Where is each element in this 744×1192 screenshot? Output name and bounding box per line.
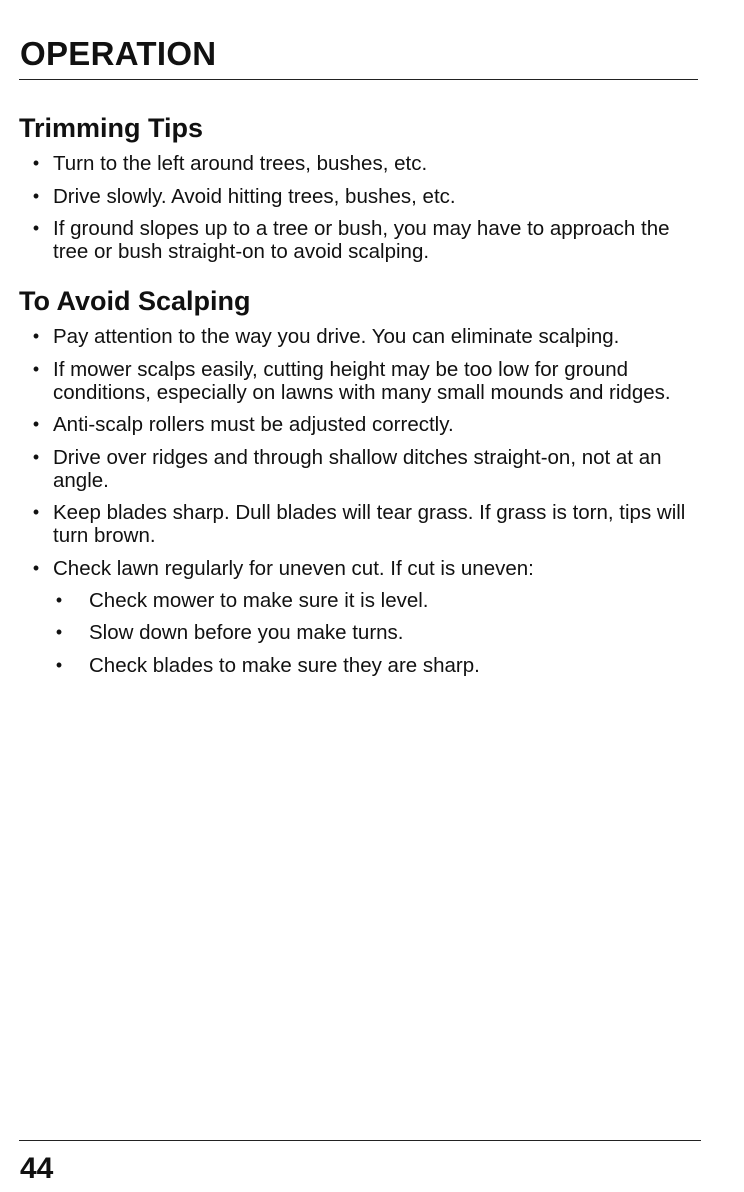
bullet-icon: • — [55, 589, 63, 610]
sub-list-item — [53, 654, 700, 677]
list-item — [30, 185, 700, 208]
list-item — [30, 152, 700, 175]
list-item-text: If mower scalps easily, cutting height may be too low for ground conditions, especially on lawns with many small mounds and ridges. — [53, 357, 671, 404]
list-item — [30, 325, 700, 348]
sub-list-item-text: Check blades to make sure they are sharp. — [89, 653, 480, 677]
bullet-icon: • — [32, 218, 40, 238]
bullet-icon: • — [55, 622, 63, 642]
list-item — [30, 413, 700, 436]
page-number: 44 — [20, 1152, 54, 1185]
section-heading-trimming-tips: Trimming Tips — [19, 113, 204, 143]
list-item-text: Drive over ridges and through shallow ditches straight-on, not at an angle. — [53, 445, 662, 492]
bullet-icon: • — [32, 185, 40, 206]
avoid-scalping-list — [30, 325, 700, 686]
sub-list-item-text: Check mower to make sure it is level. — [89, 588, 429, 612]
uneven-cut-sublist — [53, 589, 700, 677]
bullet-icon: • — [32, 557, 40, 578]
list-item-text: If ground slopes up to a tree or bush, you may have to approach the tree or bush straight-on to avoid scalping. — [53, 217, 670, 263]
bullet-icon: • — [55, 654, 63, 675]
list-item — [30, 557, 700, 677]
footer-divider — [19, 1140, 701, 1141]
list-item — [30, 358, 700, 404]
bullet-icon: • — [32, 502, 40, 522]
title-divider — [19, 79, 698, 80]
list-item-text: Pay attention to the way you drive. You can eliminate scalping. — [53, 325, 620, 348]
sub-list-item — [53, 589, 700, 612]
list-item-text: Drive slowly. Avoid hitting trees, bushes, etc. — [53, 184, 456, 208]
list-item-text: Anti-scalp rollers must be adjusted correctly. — [53, 413, 454, 436]
bullet-icon: • — [32, 153, 40, 173]
list-item — [30, 217, 700, 263]
bullet-icon: • — [32, 326, 40, 346]
list-item-text: Keep blades sharp. Dull blades will tear grass. If grass is torn, tips will turn brown. — [53, 501, 686, 547]
bullet-icon: • — [32, 414, 40, 434]
section-heading-to-avoid-scalping: To Avoid Scalping — [19, 286, 251, 316]
list-item-text: Check lawn regularly for uneven cut. If cut is uneven: — [53, 556, 534, 580]
trimming-tips-list — [30, 152, 700, 273]
bullet-icon: • — [32, 446, 40, 467]
bullet-icon: • — [32, 358, 40, 379]
list-item — [30, 501, 700, 547]
page-title: OPERATION — [20, 35, 217, 72]
list-item — [30, 446, 700, 492]
sub-list-item — [53, 621, 700, 644]
list-item-text: Turn to the left around trees, bushes, etc. — [53, 152, 428, 175]
sub-list-item-text: Slow down before you make turns. — [89, 621, 404, 644]
